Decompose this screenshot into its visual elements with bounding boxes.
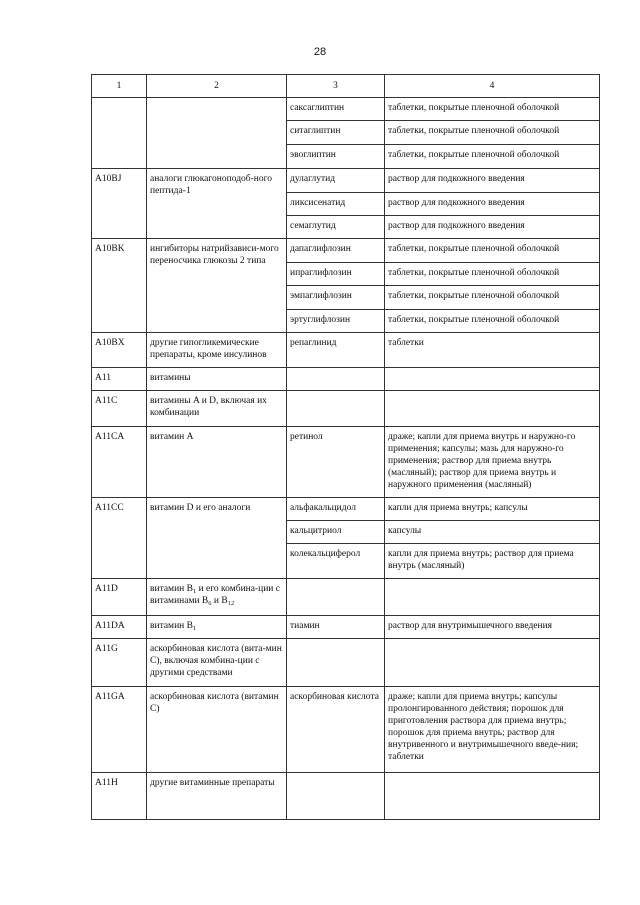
group-cell: другие гипогликемические препараты, кроме инсулинов	[147, 333, 287, 368]
group-cell: ингибиторы натрийзависи-мого переносчика глюкозы 2 типа	[147, 239, 287, 333]
atc-code-cell: A10BK	[92, 239, 147, 333]
group-cell: витамин D и его аналоги	[147, 498, 287, 579]
drug-name-cell: дулаглутид	[287, 169, 385, 193]
atc-code-cell: A11	[92, 368, 147, 391]
atc-code-cell: A11D	[92, 579, 147, 616]
group-cell: витамин A	[147, 427, 287, 498]
atc-code-cell: A10BJ	[92, 169, 147, 239]
drug-name-cell: аскорбиновая кислота	[287, 687, 385, 773]
drug-name-cell: ипраглифлозин	[287, 263, 385, 286]
table-row	[92, 773, 600, 820]
drug-name-cell	[287, 639, 385, 687]
table-row	[92, 98, 600, 121]
table-row	[92, 687, 600, 773]
atc-code-cell: A11GA	[92, 687, 147, 773]
group-cell: аскорбиновая кислота (вита-мин C), включая комбина-ции с другими средствами	[147, 639, 287, 687]
dosage-form-cell: таблетки, покрытые пленочной оболочкой	[385, 98, 600, 121]
atc-code-cell: A11CA	[92, 427, 147, 498]
dosage-form-cell	[385, 639, 600, 687]
drug-name-cell: кальцитриол	[287, 521, 385, 544]
dosage-form-cell: таблетки, покрытые пленочной оболочкой	[385, 310, 600, 333]
group-cell: витамин $B_1$	[147, 616, 287, 639]
column-header: 3	[287, 75, 385, 98]
group-cell: аналоги глюкагоноподоб-ного пептида-1	[147, 169, 287, 239]
dosage-form-cell: драже; капли для приема внутрь и наружно-го применения; капсулы; мазь для наружно-го применения; раствор для приема внутрь (масляный); раствор для приема внутрь и наружного применения (масляный)	[385, 427, 600, 498]
drug-name-cell: ликсисенатид	[287, 193, 385, 216]
drug-name-cell: ситаглиптин	[287, 121, 385, 145]
dosage-form-cell: раствор для внутримышечного введения	[385, 616, 600, 639]
drug-name-cell: ретинол	[287, 427, 385, 498]
header-row	[92, 75, 600, 98]
group-cell: витамин $B_1$ и его комбина-ции с витаминами $B_6$ и $B_{12}$	[147, 579, 287, 616]
dosage-form-cell: таблетки, покрытые пленочной оболочкой	[385, 286, 600, 310]
dosage-form-cell	[385, 579, 600, 616]
drug-name-cell: эмпаглифлозин	[287, 286, 385, 310]
dosage-form-cell: раствор для подкожного введения	[385, 216, 600, 239]
dosage-form-cell: раствор для подкожного введения	[385, 193, 600, 216]
dosage-form-cell: капли для приема внутрь; раствор для приема внутрь (масляный)	[385, 544, 600, 579]
drug-name-cell	[287, 773, 385, 820]
group-cell	[147, 98, 287, 169]
drug-name-cell	[287, 579, 385, 616]
dosage-form-cell: капли для приема внутрь; капсулы	[385, 498, 600, 521]
table-row	[92, 498, 600, 521]
table-row	[92, 169, 600, 193]
page-number: 28	[313, 46, 327, 58]
group-cell: другие витаминные препараты	[147, 773, 287, 820]
atc-code-cell: A10BX	[92, 333, 147, 368]
dosage-form-cell: раствор для подкожного введения	[385, 169, 600, 193]
dosage-form-cell: таблетки	[385, 333, 600, 368]
dosage-form-cell	[385, 368, 600, 391]
drug-name-cell: саксаглиптин	[287, 98, 385, 121]
drug-name-cell: дапаглифлозин	[287, 239, 385, 263]
drug-name-cell: колекальциферол	[287, 544, 385, 579]
dosage-form-cell: таблетки, покрытые пленочной оболочкой	[385, 121, 600, 145]
table-row	[92, 333, 600, 368]
atc-code-cell: A11CC	[92, 498, 147, 579]
table-row	[92, 239, 600, 263]
table-row	[92, 368, 600, 391]
dosage-form-cell: таблетки, покрытые пленочной оболочкой	[385, 263, 600, 286]
table-row	[92, 579, 600, 616]
table-row	[92, 427, 600, 498]
table-row	[92, 391, 600, 427]
dosage-form-cell: таблетки, покрытые пленочной оболочкой	[385, 239, 600, 263]
group-cell: аскорбиновая кислота (витамин C)	[147, 687, 287, 773]
dosage-form-cell	[385, 773, 600, 820]
drug-name-cell: репаглинид	[287, 333, 385, 368]
drug-name-cell: эвоглиптин	[287, 145, 385, 169]
group-cell: витамины	[147, 368, 287, 391]
drug-name-cell	[287, 391, 385, 427]
dosage-form-cell: таблетки, покрытые пленочной оболочкой	[385, 145, 600, 169]
atc-code-cell: A11H	[92, 773, 147, 820]
drug-name-cell: семаглутид	[287, 216, 385, 239]
dosage-form-cell	[385, 391, 600, 427]
atc-code-cell: A11G	[92, 639, 147, 687]
drug-name-cell: альфакальцидол	[287, 498, 385, 521]
group-cell: витамины A и D, включая их комбинации	[147, 391, 287, 427]
atc-code-cell	[92, 98, 147, 169]
atc-code-cell: A11DA	[92, 616, 147, 639]
column-header: 4	[385, 75, 600, 98]
drug-name-cell	[287, 368, 385, 391]
drug-name-cell: эртуглифлозин	[287, 310, 385, 333]
column-header: 1	[92, 75, 147, 98]
medicines-table	[91, 74, 600, 820]
dosage-form-cell: драже; капли для приема внутрь; капсулы пролонгированного действия; порошок для приготовления раствора для приема внутрь; порошок для приема внутрь; раствор для внутривенного и внутримышечного введе-ния; таблетки	[385, 687, 600, 773]
table-row	[92, 639, 600, 687]
drug-name-cell: тиамин	[287, 616, 385, 639]
dosage-form-cell: капсулы	[385, 521, 600, 544]
atc-code-cell: A11C	[92, 391, 147, 427]
column-header: 2	[147, 75, 287, 98]
table-row	[92, 616, 600, 639]
